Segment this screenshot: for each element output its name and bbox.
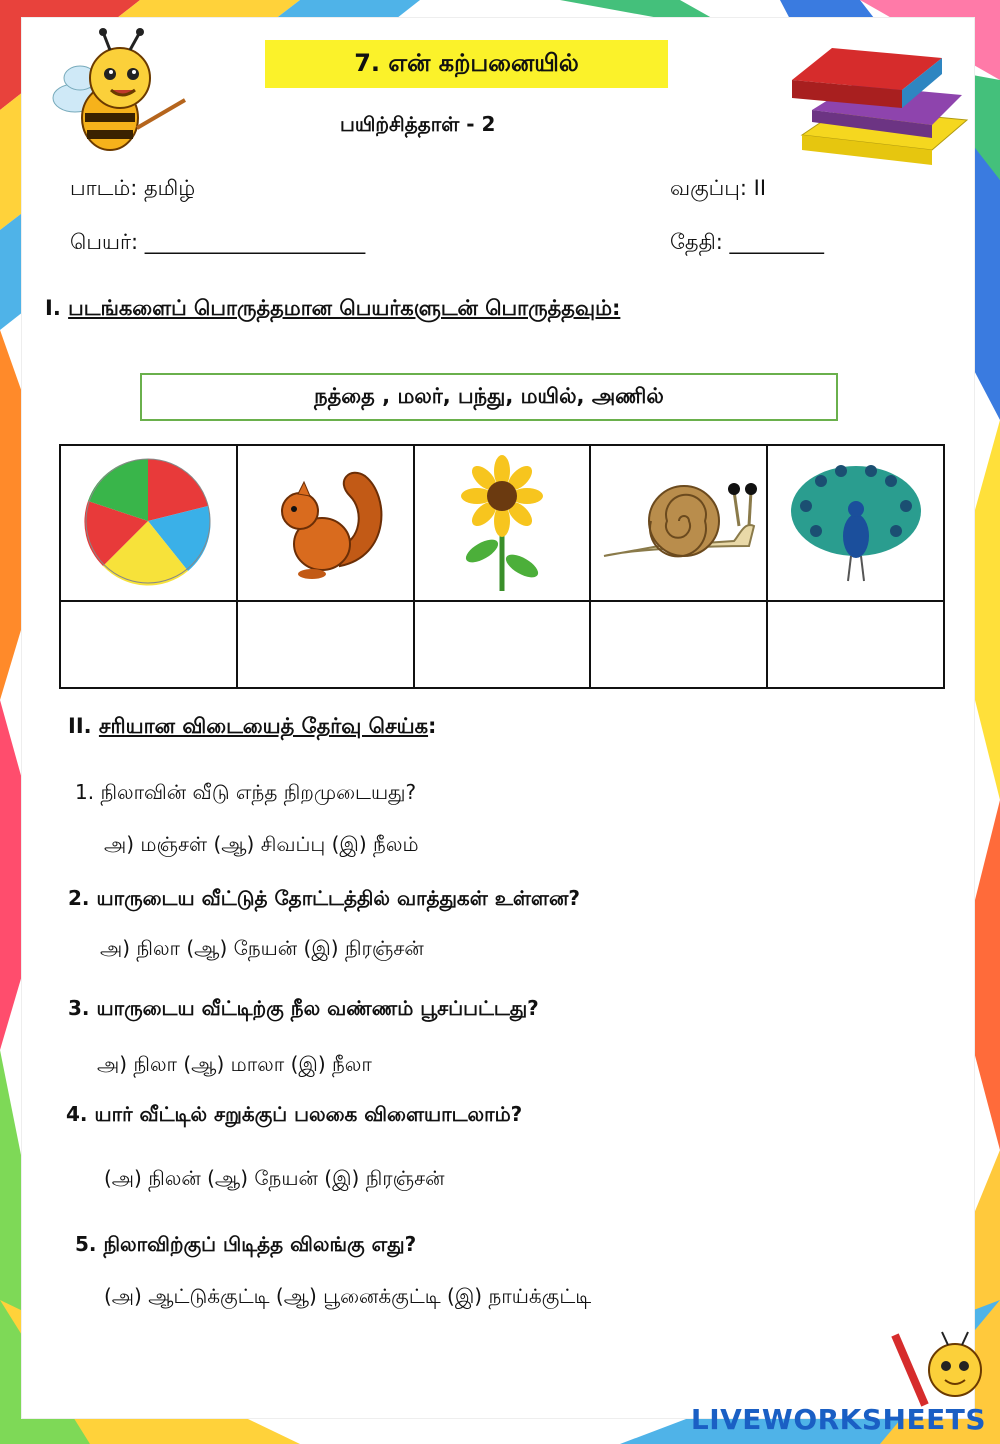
section2-heading (68, 714, 436, 741)
bee-pencil-icon (880, 1330, 990, 1410)
question-4-options[interactable]: (அ) நிலன் (ஆ) நேயன் (இ) நிரஞ்சன் (104, 1166, 445, 1190)
picture-cell (237, 445, 414, 601)
answer-cell[interactable] (767, 601, 944, 688)
answer-cell[interactable] (237, 601, 414, 688)
question-1-options[interactable]: அ) மஞ்சள் (ஆ) சிவப்பு (இ) நீலம் (104, 832, 419, 856)
worksheet-subtitle: பயிற்சித்தாள் - 2 (340, 112, 496, 136)
peacock-icon (786, 451, 926, 591)
word-bank: நத்தை , மலர், பந்து, மயில், அணில் (140, 373, 838, 421)
date-field[interactable]: தேதி: _________ (670, 230, 825, 254)
picture-row (60, 445, 944, 601)
question-3: 3. யாருடைய வீட்டிற்கு நீல வண்ணம் பூசப்பட்டது? (68, 996, 539, 1020)
question-4: 4. யார் வீட்டில் சறுக்குப் பலகை விளையாடலாம்? (66, 1102, 523, 1126)
section1-instruction: படங்களைப் பொருத்தமான பெயர்களுடன் பொருத்தவும்: (68, 296, 621, 320)
question-5: 5. நிலாவிற்குப் பிடித்த விலங்கு எது? (75, 1232, 417, 1256)
question-3-options[interactable]: அ) நிலா (ஆ) மாலா (இ) நீலா (97, 1052, 372, 1076)
liveworksheets-logo[interactable]: LIVEWORKSHEETS (690, 1403, 986, 1436)
ball-icon (83, 456, 213, 586)
picture-cell (414, 445, 591, 601)
question-2: 2. யாருடைய வீட்டுத் தோட்டத்தில் வாத்துகள் உள்ளன? (68, 886, 580, 910)
name-field[interactable]: பெயர்: _____________________ (70, 230, 366, 254)
section2-colon: : (428, 714, 437, 738)
class-label: வகுப்பு: II (670, 176, 767, 200)
picture-cell (590, 445, 767, 601)
books-stack-icon (782, 40, 970, 165)
picture-match-table (59, 444, 945, 689)
section1-heading (45, 296, 620, 323)
worksheet-title: 7. என் கற்பனையில் (265, 40, 668, 88)
question-5-options[interactable]: (அ) ஆட்டுக்குட்டி (ஆ) பூனைக்குட்டி (இ) நாய்க்குட்டி (104, 1284, 592, 1308)
section2-number: II. (68, 714, 92, 738)
bee-mascot-icon (45, 28, 195, 158)
answer-cell[interactable] (60, 601, 237, 688)
section1-number: I. (45, 296, 61, 320)
section2-instruction: சரியான விடையைத் தேர்வு செய்க (98, 714, 429, 738)
answer-cell[interactable] (414, 601, 591, 688)
squirrel-icon (260, 456, 390, 586)
answer-row (60, 601, 944, 688)
subject-label: பாடம்: தமிழ் (70, 176, 196, 200)
sunflower-icon (447, 451, 557, 591)
picture-cell (767, 445, 944, 601)
picture-cell (60, 445, 237, 601)
question-2-options[interactable]: அ) நிலா (ஆ) நேயன் (இ) நிரஞ்சன் (100, 936, 424, 960)
question-1: 1. நிலாவின் வீடு எந்த நிறமுடையது? (75, 780, 417, 804)
answer-cell[interactable] (590, 601, 767, 688)
snail-icon (599, 476, 759, 566)
